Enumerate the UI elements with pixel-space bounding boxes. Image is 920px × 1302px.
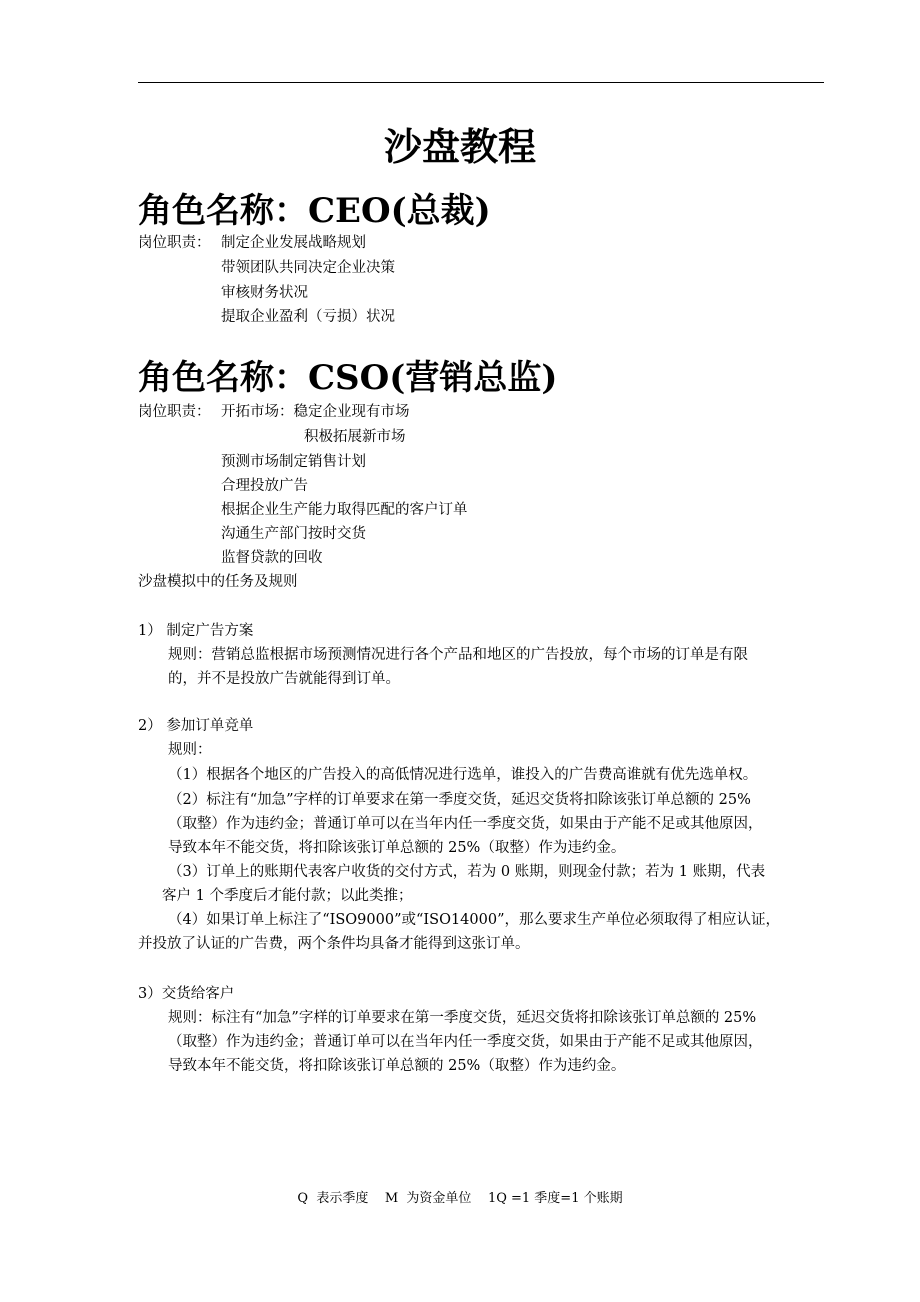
cso-role-heading: 角色名称：CSO(营销总监) [138, 358, 558, 398]
header-rule [138, 82, 824, 83]
section2-rule-line: （2）标注有“加急”字样的订单要求在第一季度交货，延迟交货将扣除该张订单总额的 25% [168, 792, 751, 808]
cso-duty: 监督贷款的回收 [221, 550, 323, 566]
ceo-duty: 审核财务状况 [221, 285, 308, 301]
section2-rule-line: 导致本年不能交货，将扣除该张订单总额的 25%（取整）作为违约金。 [168, 840, 626, 856]
page-footer: Q 表示季度 M 为资金单位 1Q =1 季度=1 个账期 [297, 1191, 623, 1206]
section2-rule-line: 客户 1 个季度后才能付款；以此类推； [162, 888, 413, 904]
ceo-duty-label: 岗位职责： [138, 235, 211, 251]
section3-rule-line: （取整）作为违约金；普通订单可以在当年内任一季度交货，如果由于产能不足或其他原因， [168, 1034, 763, 1050]
section1-title: 1） 制定广告方案 [138, 623, 254, 639]
section1-rule-line: 规则：营销总监根据市场预测情况进行各个产品和地区的广告投放，每个市场的订单是有限 [168, 647, 748, 663]
ceo-role-heading: 角色名称：CEO(总裁) [138, 191, 491, 231]
section1-rule-line: 的，并不是投放广告就能得到订单。 [168, 671, 400, 687]
section3-rule-line: 导致本年不能交货，将扣除该张订单总额的 25%（取整）作为违约金。 [168, 1058, 626, 1074]
cso-duty: 合理投放广告 [221, 478, 308, 494]
section2-title: 2） 参加订单竞单 [138, 718, 254, 734]
cso-duty: 沟通生产部门按时交货 [221, 526, 366, 542]
cso-duty: 根据企业生产能力取得匹配的客户订单 [221, 502, 468, 518]
cso-duty-label: 岗位职责： [138, 404, 211, 420]
section2-rule-line: （1）根据各个地区的广告投入的高低情况进行选单，谁投入的广告费高谁就有优先选单权。 [168, 767, 758, 783]
ceo-duty: 制定企业发展战略规划 [221, 235, 366, 251]
cso-duty-main: 开拓市场：稳定企业现有市场 [221, 404, 410, 420]
cso-duty: 预测市场制定销售计划 [221, 454, 366, 470]
section3-rule-line: 规则：标注有“加急”字样的订单要求在第一季度交货，延迟交货将扣除该张订单总额的 25% [168, 1010, 757, 1026]
section2-rule-line: 并投放了认证的广告费，两个条件均具备才能得到这张订单。 [138, 936, 530, 952]
ceo-duty: 带领团队共同决定企业决策 [221, 260, 395, 276]
page-title: 沙盘教程 [383, 124, 536, 169]
section3-title: 3）交货给客户 [138, 986, 235, 1002]
section2-rule-label: 规则： [168, 742, 212, 758]
tasks-heading: 沙盘模拟中的任务及规则 [138, 574, 298, 590]
ceo-duty: 提取企业盈利（亏损）状况 [221, 309, 395, 325]
cso-duty-sub: 积极拓展新市场 [304, 429, 406, 445]
section2-rule-line: （取整）作为违约金；普通订单可以在当年内任一季度交货，如果由于产能不足或其他原因， [168, 816, 763, 832]
section2-rule-line: （3）订单上的账期代表客户收货的交付方式，若为 0 账期，则现金付款；若为 1 账期，代表 [168, 864, 766, 880]
section2-rule-line: （4）如果订单上标注了“ISO9000”或“ISO14000”，那么要求生产单位必须取得了相应认证， [168, 912, 780, 928]
